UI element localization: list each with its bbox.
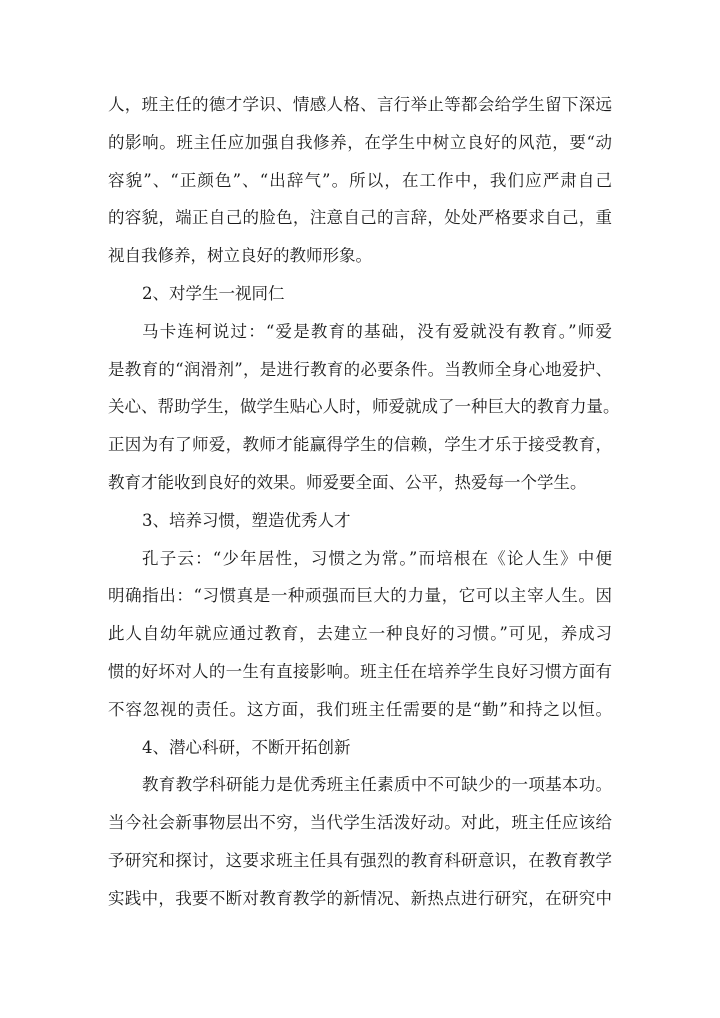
paragraph-line: 明确指出：“习惯真是一种顽强而巨大的力量，它可以主宰人生。因 xyxy=(108,586,612,606)
paragraph-line: 不容忽视的责任。这方面，我们班主任需要的是“勤”和持之以恒。 xyxy=(108,699,612,719)
paragraph-line: 惯的好坏对人的一生有直接影响。班主任在培养学生良好习惯方面有 xyxy=(108,662,612,681)
paragraph-line: 此人自幼年就应通过教育，去建立一种良好的习惯。”可见，养成习 xyxy=(108,624,612,644)
paragraph-line: 当今社会新事物层出不穷，当代学生活泼好动。对此，班主任应该给 xyxy=(108,813,612,833)
paragraph-line: 实践中，我要不断对教育教学的新情况、新热点进行研究，在研究中 xyxy=(108,888,612,908)
paragraph-line: 正因为有了师爱，教师才能赢得学生的信赖，学生才乐于接受教育， xyxy=(108,435,612,455)
section-heading: 2、对学生一视同仁 xyxy=(142,284,285,303)
paragraph-line: 教育才能收到良好的效果。师爱要全面、公平，热爱每一个学生。 xyxy=(108,473,587,492)
section-heading: 3、培养习惯，塑造优秀人才 xyxy=(142,510,351,530)
paragraph-line: 的影响。班主任应加强自我修养，在学生中树立良好的风范，要“动 xyxy=(108,132,612,152)
paragraph-line: 马卡连柯说过：“爱是教育的基础，没有爱就没有教育。”师爱 xyxy=(142,321,612,341)
paragraph-line: 视自我修养，树立良好的教师形象。 xyxy=(108,246,372,266)
paragraph-line: 是教育的“润滑剂”，是进行教育的必要条件。当教师全身心地爱护、 xyxy=(108,359,612,379)
paragraph-line: 人，班主任的德才学识、情感人格、言行举止等都会给学生留下深远 xyxy=(108,95,612,114)
paragraph-line: 予研究和探讨，这要求班主任具有强烈的教育科研意识，在教育教学 xyxy=(108,851,612,870)
paragraph-line: 的容貌，端正自己的脸色，注意自己的言辞，处处严格要求自己，重 xyxy=(108,208,612,228)
paragraph-line: 教育教学科研能力是优秀班主任素质中不可缺少的一项基本功。 xyxy=(142,775,612,795)
paragraph-line: 容貌”、“正颜色”、“出辞气”。所以，在工作中，我们应严肃自己 xyxy=(108,170,612,190)
paragraph-line: 孔子云：“少年居性，习惯之为常。”而培根在《论人生》中便 xyxy=(142,548,612,568)
section-heading: 4、潜心科研，不断开拓创新 xyxy=(142,737,351,757)
paragraph-line: 关心、帮助学生，做学生贴心人时，师爱就成了一种巨大的教育力量。 xyxy=(108,397,620,417)
